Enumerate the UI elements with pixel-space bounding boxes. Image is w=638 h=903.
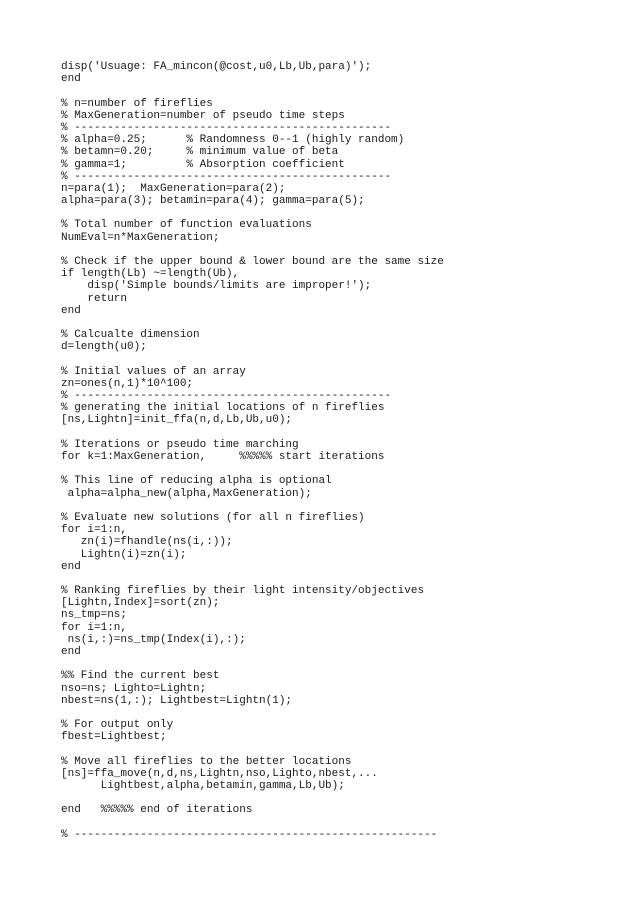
code-line bbox=[61, 658, 631, 670]
code-line: end bbox=[61, 646, 81, 658]
code-line: % alpha=0.25; % Randomness 0--1 (highly random) bbox=[61, 134, 405, 147]
code-line bbox=[61, 500, 631, 512]
code-line: d=length(u0); bbox=[61, 341, 147, 354]
code-line bbox=[61, 573, 631, 585]
code-line bbox=[61, 427, 631, 439]
code-line: % Initial values of an array bbox=[61, 365, 246, 378]
code-line: [ns,Lightn]=init_ffa(n,d,Lb,Ub,u0); bbox=[61, 414, 293, 427]
code-line: % MaxGeneration=number of pseudo time steps bbox=[61, 109, 345, 122]
code-line: % n=number of fireflies bbox=[61, 97, 213, 110]
code-line: % ------------------------------------------------ bbox=[61, 121, 392, 134]
code-line: % Ranking fireflies by their light intensity/objectives bbox=[61, 585, 425, 598]
code-line: for i=1:n, bbox=[61, 524, 128, 537]
code-line: disp('Simple bounds/limits are improper!'); bbox=[61, 280, 372, 293]
code-line: alpha=alpha_new(alpha,MaxGeneration); bbox=[61, 487, 312, 500]
code-line: % ------------------------------------------------ bbox=[61, 390, 392, 403]
code-line: end bbox=[61, 560, 81, 573]
code-line: % For output only bbox=[61, 719, 174, 732]
code-line: alpha=para(3); betamin=para(4); gamma=para(5); bbox=[61, 195, 365, 208]
code-line: ns_tmp=ns; bbox=[61, 609, 128, 622]
code-line: % Move all fireflies to the better locations bbox=[61, 755, 352, 768]
code-line bbox=[61, 85, 631, 97]
code-line: if length(Lb) ~=length(Ub), bbox=[61, 268, 240, 281]
code-line bbox=[61, 744, 631, 756]
code-line: % generating the initial locations of n fireflies bbox=[61, 402, 385, 415]
code-line: nbest=ns(1,:); Lightbest=Lightn(1); bbox=[61, 694, 293, 707]
code-line bbox=[61, 707, 631, 719]
code-line: % ------------------------------------------------ bbox=[61, 170, 392, 183]
code-line bbox=[61, 792, 631, 804]
code-line: [ns]=ffa_move(n,d,ns,Lightn,nso,Lighto,nbest,... bbox=[61, 767, 378, 780]
code-line: end bbox=[61, 73, 81, 86]
code-line: zn(i)=fhandle(ns(i,:)); bbox=[61, 536, 233, 549]
code-line: % betamn=0.20; % minimum value of beta bbox=[61, 146, 339, 159]
code-line: Lightn(i)=zn(i); bbox=[61, 548, 187, 561]
code-line: end %%%%% end of iterations bbox=[61, 804, 253, 817]
code-line bbox=[61, 207, 631, 219]
code-line: % Iterations or pseudo time marching bbox=[61, 438, 299, 451]
code-line bbox=[61, 817, 631, 829]
code-line bbox=[61, 244, 631, 256]
code-line bbox=[61, 317, 631, 329]
code-line: disp('Usuage: FA_mincon(@cost,u0,Lb,Ub,para)'); bbox=[61, 61, 372, 73]
code-line bbox=[61, 463, 631, 475]
code-line: n=para(1); MaxGeneration=para(2); bbox=[61, 182, 286, 195]
code-line: [Lightn,Index]=sort(zn); bbox=[61, 597, 220, 610]
code-line: nso=ns; Lighto=Lightn; bbox=[61, 682, 207, 695]
code-line: end bbox=[61, 304, 81, 317]
code-line: for k=1:MaxGeneration, %%%%% start iterations bbox=[61, 451, 385, 463]
code-line: NumEval=n*MaxGeneration; bbox=[61, 231, 220, 244]
code-line: % Calcualte dimension bbox=[61, 329, 200, 342]
code-line: % Evaluate new solutions (for all n fireflies) bbox=[61, 511, 365, 524]
code-line: % gamma=1; % Absorption coefficient bbox=[61, 158, 345, 171]
code-line: % Check if the upper bound & lower bound are the same size bbox=[61, 256, 444, 268]
code-line: return bbox=[61, 292, 128, 305]
code-line: ns(i,:)=ns_tmp(Index(i),:); bbox=[61, 633, 246, 646]
code-line: % ------------------------------------------------------- bbox=[61, 828, 438, 841]
code-line: fbest=Lightbest; bbox=[61, 731, 167, 744]
code-line: % Total number of function evaluations bbox=[61, 219, 312, 232]
code-listing bbox=[61, 61, 631, 841]
code-line: for i=1:n, bbox=[61, 621, 128, 634]
code-line: % This line of reducing alpha is optional bbox=[61, 475, 332, 488]
code-line bbox=[61, 354, 631, 366]
code-line: %% Find the current best bbox=[61, 670, 220, 683]
code-line: Lightbest,alpha,betamin,gamma,Lb,Ub); bbox=[61, 780, 345, 793]
code-line: zn=ones(n,1)*10^100; bbox=[61, 377, 194, 390]
